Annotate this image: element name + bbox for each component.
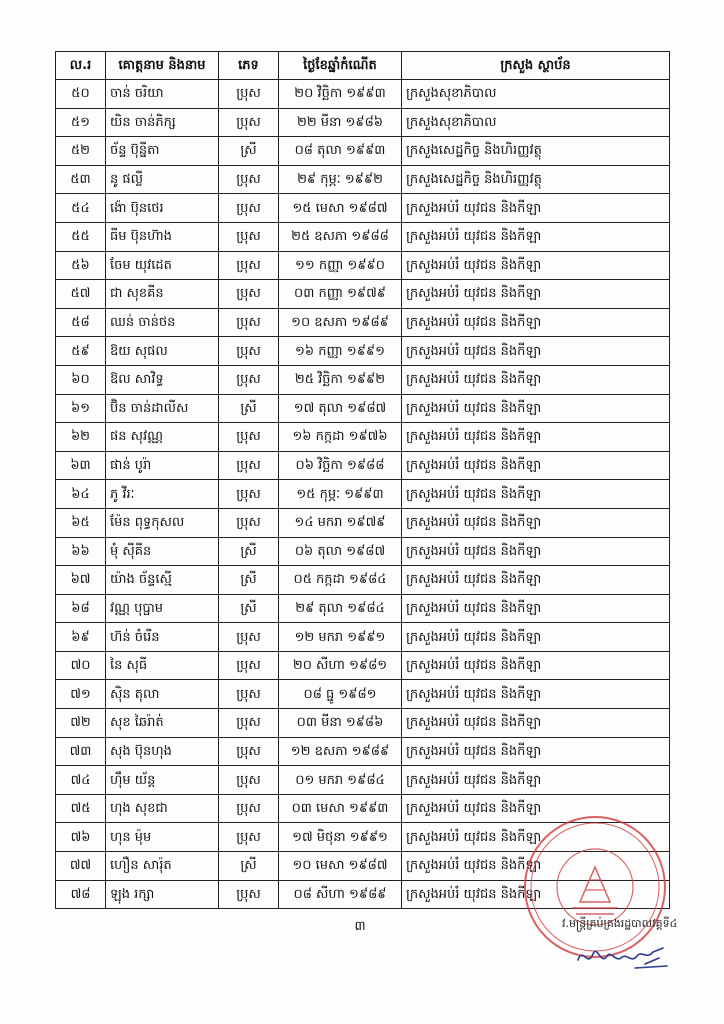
table-row	[56, 394, 670, 423]
row-name: ហុន ម៉ុម	[106, 823, 219, 852]
row-name: ចាន់ ចរិយា	[106, 80, 219, 109]
row-sex: ប្រុស	[219, 80, 279, 109]
row-date-of-birth: ២០ សីហា ១៩៨១	[279, 651, 402, 680]
handwritten-signature-icon	[575, 938, 670, 974]
row-sex: ប្រុស	[219, 508, 279, 537]
row-date-of-birth: ០៣ មេសា ១៩៩៣	[279, 794, 402, 823]
row-date-of-birth: ២០ វិច្ឆិកា ១៩៩៣	[279, 80, 402, 109]
row-sex: ប្រុស	[219, 251, 279, 280]
row-date-of-birth: ២៥ វិច្ឆិកា ១៩៩២	[279, 365, 402, 394]
row-name: ង៉ោ ប៊ុនថេរ	[106, 194, 219, 223]
row-sex: ប្រុស	[219, 308, 279, 337]
row-date-of-birth: ១៧ តុលា ១៩៨៧	[279, 394, 402, 423]
row-sex: ស្រី	[219, 137, 279, 166]
row-ministry: ក្រសួងអប់រំ យុវជន និងកីឡា	[402, 222, 670, 251]
row-sex: ប្រុស	[219, 337, 279, 366]
row-number: ៥៥	[56, 222, 106, 251]
row-ministry: ក្រសួងអប់រំ យុវជន និងកីឡា	[402, 794, 670, 823]
row-ministry: ក្រសួងអប់រំ យុវជន និងកីឡា	[402, 480, 670, 509]
row-number: ៧៥	[56, 794, 106, 823]
table-header-row	[56, 52, 670, 80]
row-ministry: ក្រសួងអប់រំ យុវជន និងកីឡា	[402, 880, 670, 909]
row-name: ជា សុខគីន	[106, 280, 219, 309]
row-date-of-birth: ១២ មករា ១៩៩១	[279, 623, 402, 652]
row-number: ៦៨	[56, 594, 106, 623]
row-date-of-birth: ០៦ តុលា ១៩៨៧	[279, 537, 402, 566]
row-date-of-birth: ០៥ កក្កដា ១៩៨៤	[279, 566, 402, 595]
row-number: ៧៦	[56, 823, 106, 852]
row-ministry: ក្រសួងអប់រំ យុវជន និងកីឡា	[402, 823, 670, 852]
row-ministry: ក្រសួងអប់រំ យុវជន និងកីឡា	[402, 594, 670, 623]
header-ministry: ក្រសួង ស្ថាប័ន	[402, 52, 670, 80]
row-number: ៧៤	[56, 766, 106, 795]
row-name: ឡុង រក្សា	[106, 880, 219, 909]
row-number: ៦៣	[56, 451, 106, 480]
row-sex: ប្រុស	[219, 280, 279, 309]
row-date-of-birth: ០៨ សីហា ១៩៨៩	[279, 880, 402, 909]
table-row	[56, 108, 670, 137]
row-sex: ប្រុស	[219, 794, 279, 823]
row-ministry: ក្រសួងអប់រំ យុវជន និងកីឡា	[402, 680, 670, 709]
row-date-of-birth: ១៥ មេសា ១៩៨៧	[279, 194, 402, 223]
row-date-of-birth: ០១ មករា ១៩៨៤	[279, 766, 402, 795]
row-sex: ប្រុស	[219, 365, 279, 394]
row-name: វណ្ណ បុប្ផាម	[106, 594, 219, 623]
row-name: យិន ចាន់ភិក្ស	[106, 108, 219, 137]
row-name: ប៊ិន ចាន់ដាលីស	[106, 394, 219, 423]
row-number: ៦៥	[56, 508, 106, 537]
row-sex: ប្រុស	[219, 880, 279, 909]
row-date-of-birth: ១៤ មករា ១៩៧៩	[279, 508, 402, 537]
row-date-of-birth: ០៨ ធ្នូ ១៩៨១	[279, 680, 402, 709]
table-row	[56, 480, 670, 509]
row-ministry: ក្រសួងអប់រំ យុវជន និងកីឡា	[402, 537, 670, 566]
table-row	[56, 623, 670, 652]
row-ministry: ក្រសួងអប់រំ យុវជន និងកីឡា	[402, 623, 670, 652]
table-row	[56, 80, 670, 109]
row-number: ៦៤	[56, 480, 106, 509]
row-number: ៧៧	[56, 852, 106, 881]
table-row	[56, 365, 670, 394]
row-name: ហ៊ន់ ចំរើន	[106, 623, 219, 652]
row-number: ៧០	[56, 651, 106, 680]
row-number: ៥៣	[56, 165, 106, 194]
header-number: ល.រ	[56, 52, 106, 80]
row-sex: ប្រុស	[219, 680, 279, 709]
row-number: ៥៩	[56, 337, 106, 366]
row-sex: ប្រុស	[219, 480, 279, 509]
row-ministry: ក្រសួងអប់រំ យុវជន និងកីឡា	[402, 251, 670, 280]
table-row	[56, 680, 670, 709]
row-date-of-birth: ២៩ តុលា ១៩៨៤	[279, 594, 402, 623]
row-ministry: ក្រសួងសេដ្ឋកិច្ច និងហិរញ្ញវត្ថុ	[402, 165, 670, 194]
row-sex: ប្រុស	[219, 423, 279, 452]
table-row	[56, 137, 670, 166]
row-number: ៥៨	[56, 308, 106, 337]
row-sex: ប្រុស	[219, 737, 279, 766]
row-date-of-birth: ០៦ វិច្ឆិកា ១៩៨៨	[279, 451, 402, 480]
row-number: ៦៩	[56, 623, 106, 652]
row-date-of-birth: ១២ ឧសភា ១៩៨៩	[279, 737, 402, 766]
row-number: ៥២	[56, 137, 106, 166]
row-sex: ប្រុស	[219, 451, 279, 480]
row-ministry: ក្រសួងសុខាភិបាល	[402, 80, 670, 109]
signature-caption: វ.មន្ត្រីគ្រប់គ្រងរដ្ឋបាលវគ្គទី៤	[562, 917, 678, 930]
row-name: ច័ន្ទ ប៊ុន្នីតា	[106, 137, 219, 166]
table-row	[56, 251, 670, 280]
row-sex: ស្រី	[219, 394, 279, 423]
row-date-of-birth: ១៦ កញ្ញា ១៩៩១	[279, 337, 402, 366]
row-name: ស៊ិន តុលា	[106, 680, 219, 709]
row-date-of-birth: ០៣ កញ្ញា ១៩៧៩	[279, 280, 402, 309]
row-number: ៦៧	[56, 566, 106, 595]
table-body	[56, 80, 670, 909]
row-ministry: ក្រសួងអប់រំ យុវជន និងកីឡា	[402, 394, 670, 423]
row-sex: ស្រី	[219, 566, 279, 595]
table-row	[56, 737, 670, 766]
row-name: ឱយ សុផល	[106, 337, 219, 366]
row-ministry: ក្រសួងអប់រំ យុវជន និងកីឡា	[402, 566, 670, 595]
row-ministry: ក្រសួងសុខាភិបាល	[402, 108, 670, 137]
table-row	[56, 651, 670, 680]
table-row	[56, 537, 670, 566]
row-date-of-birth: ២៥ ឧសភា ១៩៨៨	[279, 222, 402, 251]
row-ministry: ក្រសួងសេដ្ឋកិច្ច និងហិរញ្ញវត្ថុ	[402, 137, 670, 166]
participant-table	[55, 51, 670, 909]
row-name: មុំ ស៊ីគីន	[106, 537, 219, 566]
row-ministry: ក្រសួងអប់រំ យុវជន និងកីឡា	[402, 651, 670, 680]
row-ministry: ក្រសួងអប់រំ យុវជន និងកីឡា	[402, 508, 670, 537]
row-date-of-birth: ០៨ តុលា ១៩៩៣	[279, 137, 402, 166]
row-sex: ប្រុស	[219, 766, 279, 795]
row-number: ៧៨	[56, 880, 106, 909]
table-row	[56, 194, 670, 223]
row-sex: ប្រុស	[219, 108, 279, 137]
row-number: ៦៦	[56, 537, 106, 566]
table-row	[56, 337, 670, 366]
row-name: នូ ផល្លី	[106, 165, 219, 194]
row-number: ៧១	[56, 680, 106, 709]
row-sex: ស្រី	[219, 537, 279, 566]
header-sex: ភេទ	[219, 52, 279, 80]
row-ministry: ក្រសួងអប់រំ យុវជន និងកីឡា	[402, 451, 670, 480]
row-name: ចែម យុវដេត	[106, 251, 219, 280]
table-row	[56, 566, 670, 595]
row-number: ៥៦	[56, 251, 106, 280]
row-ministry: ក្រសួងអប់រំ យុវជន និងកីឡា	[402, 308, 670, 337]
row-sex: ប្រុស	[219, 651, 279, 680]
row-name: ផាន់ បូរ៉ា	[106, 451, 219, 480]
table-row	[56, 508, 670, 537]
table-row	[56, 709, 670, 738]
row-date-of-birth: ១០ ឧសភា ១៩៨៩	[279, 308, 402, 337]
row-sex: ប្រុស	[219, 709, 279, 738]
row-ministry: ក្រសួងអប់រំ យុវជន និងកីឡា	[402, 365, 670, 394]
row-number: ៥៧	[56, 280, 106, 309]
row-ministry: ក្រសួងអប់រំ យុវជន និងកីឡា	[402, 423, 670, 452]
table-row	[56, 451, 670, 480]
row-date-of-birth: ០៣ មីនា ១៩៨៦	[279, 709, 402, 738]
row-date-of-birth: ១៥ កុម្ភៈ ១៩៩៣	[279, 480, 402, 509]
row-name: ហុង សុខជា	[106, 794, 219, 823]
row-number: ៥០	[56, 80, 106, 109]
row-number: ៧២	[56, 709, 106, 738]
row-number: ៦០	[56, 365, 106, 394]
row-number: ៦១	[56, 394, 106, 423]
row-name: ម៉ែន ពុទ្ធកុសល	[106, 508, 219, 537]
row-number: ៧៣	[56, 737, 106, 766]
row-sex: ប្រុស	[219, 823, 279, 852]
row-number: ៥១	[56, 108, 106, 137]
table-row	[56, 308, 670, 337]
row-name: ឈន់ ចាន់ថន	[106, 308, 219, 337]
row-name: ធីម ប៊ុនហ៊ាង	[106, 222, 219, 251]
row-date-of-birth: ១៧ មិថុនា ១៩៩១	[279, 823, 402, 852]
row-number: ៥៤	[56, 194, 106, 223]
row-ministry: ក្រសួងអប់រំ យុវជន និងកីឡា	[402, 852, 670, 881]
row-name: ហឿន សារ៉ុត	[106, 852, 219, 881]
header-name: គោត្តនាម និងនាម	[106, 52, 219, 80]
row-name: ផន សុវណ្ណ	[106, 423, 219, 452]
row-date-of-birth: ២២ មីនា ១៩៨៦	[279, 108, 402, 137]
table-row	[56, 165, 670, 194]
table-row	[56, 222, 670, 251]
row-name: ឱល សាវិទ្ធ	[106, 365, 219, 394]
row-ministry: ក្រសួងអប់រំ យុវជន និងកីឡា	[402, 337, 670, 366]
table-row	[56, 280, 670, 309]
row-sex: ស្រី	[219, 594, 279, 623]
row-name: ភូ វីរៈ	[106, 480, 219, 509]
row-sex: ស្រី	[219, 852, 279, 881]
row-sex: ប្រុស	[219, 222, 279, 251]
row-sex: ប្រុស	[219, 194, 279, 223]
header-date-of-birth: ថ្ងៃខែឆ្នាំកំណើត	[279, 52, 402, 80]
row-name: នៃ សុធី	[106, 651, 219, 680]
row-date-of-birth: ១៦ កក្កដា ១៩៧៦	[279, 423, 402, 452]
row-ministry: ក្រសួងអប់រំ យុវជន និងកីឡា	[402, 709, 670, 738]
row-sex: ប្រុស	[219, 165, 279, 194]
table-row	[56, 766, 670, 795]
page-number: ៣	[354, 919, 366, 934]
row-sex: ប្រុស	[219, 623, 279, 652]
row-number: ៦២	[56, 423, 106, 452]
row-name: សុង ប៊ុនហុង	[106, 737, 219, 766]
row-ministry: ក្រសួងអប់រំ យុវជន និងកីឡា	[402, 194, 670, 223]
row-ministry: ក្រសួងអប់រំ យុវជន និងកីឡា	[402, 766, 670, 795]
row-date-of-birth: ១១ កញ្ញា ១៩៩០	[279, 251, 402, 280]
row-name: យ៉ាង ច័ន្ទស្មើ	[106, 566, 219, 595]
table-row	[56, 594, 670, 623]
table-row	[56, 423, 670, 452]
row-date-of-birth: ១០ មេសា ១៩៨៧	[279, 852, 402, 881]
row-date-of-birth: ២៩ កុម្ភៈ ១៩៩២	[279, 165, 402, 194]
row-ministry: ក្រសួងអប់រំ យុវជន និងកីឡា	[402, 737, 670, 766]
row-name: ហ៊ឹម យ័ន្ត	[106, 766, 219, 795]
row-ministry: ក្រសួងអប់រំ យុវជន និងកីឡា	[402, 280, 670, 309]
row-name: សុខ ឆៃរ៉ាត់	[106, 709, 219, 738]
